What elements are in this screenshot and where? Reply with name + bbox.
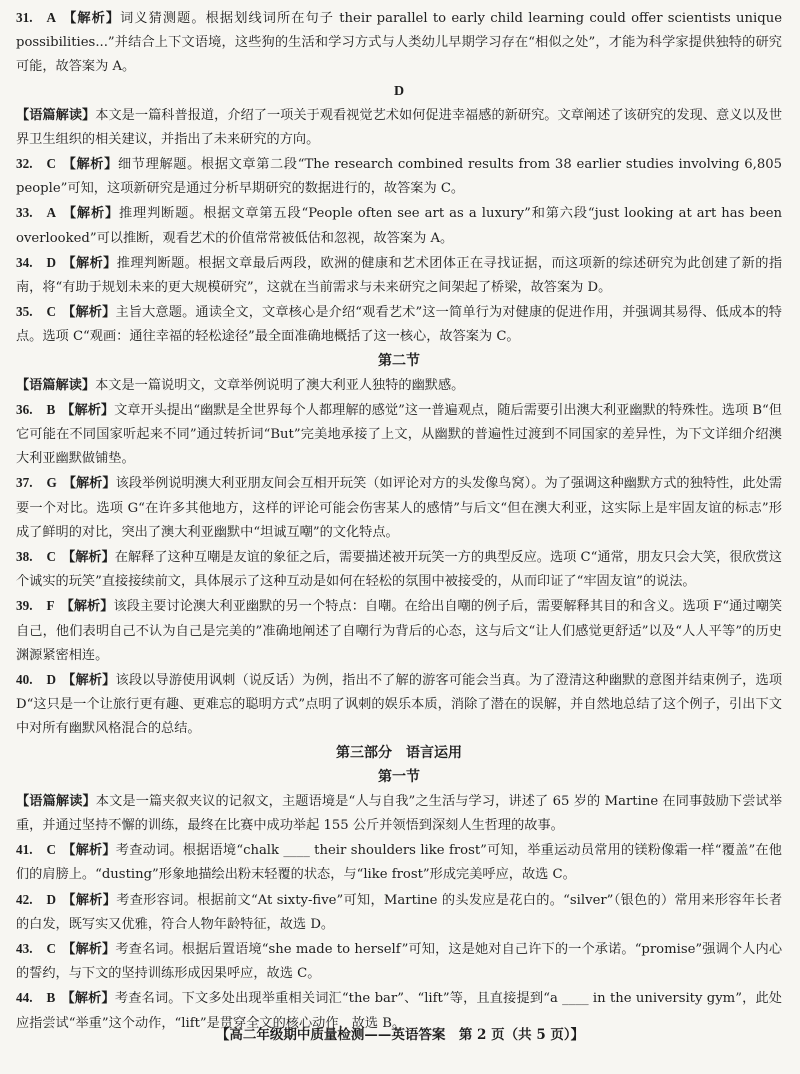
answer-letter: C bbox=[46, 156, 57, 172]
section-heading-part3-1: 第一节 bbox=[378, 769, 420, 785]
entries-group-d bbox=[16, 838, 782, 1036]
analysis-tag: 【解析】 bbox=[62, 206, 120, 222]
answer-entry-43 bbox=[16, 937, 782, 986]
analysis-tag: 【解析】 bbox=[62, 157, 118, 173]
intro-text: 本文是一篇说明文，文章举例说明了澳大利亚人独特的幽默感。 bbox=[95, 377, 465, 393]
analysis-tag: 【解析】 bbox=[62, 305, 116, 321]
question-number: 40. bbox=[16, 672, 33, 688]
answer-letter: C bbox=[46, 842, 57, 858]
question-number: 43. bbox=[16, 940, 33, 956]
analysis-text: 考查名词。下文多处出现举重相关词汇“the bar”、“lift”等，且直接提到“a ____ in the university gym”，此处应指尝试“举重”这个动作，“lift”是贯穿全文的核心动作，故选 B。 bbox=[16, 991, 782, 1031]
answer-entry-34 bbox=[16, 251, 782, 300]
analysis-text: 该段以导游使用讽刺（说反话）为例，指出不了解的游客可能会当真。为了澄清这种幽默的意图并结束例子，选项 D“这只是一个让旅行更有趣、更难忘的聪明方式”点明了讽刺的娱乐本质，消除了潜在的误解，并自然地总结了这个例子，引出下文中对所有幽默风格混合的总结。 bbox=[16, 673, 783, 737]
analysis-text: 推理判断题。根据文章最后两段，欧洲的健康和艺术团体正在寻找证据，而这项新的综述研究为此创建了新的指南，将“有助于规划未来的更大规模研究”，这就在当前需求与未来研究之间架起了桥梁，故答案为 D。 bbox=[16, 255, 783, 296]
analysis-tag: 【解析】 bbox=[60, 599, 114, 615]
answer-letter: F bbox=[46, 598, 55, 614]
answer-entry-33 bbox=[16, 201, 782, 250]
analysis-text: 该段主要讨论澳大利亚幽默的另一个特点：自嘲。在给出自嘲的例子后，需要解释其目的和含义。选项 F“通过嘲笑自己，他们表明自己不认为自己是完美的”准确地阐述了自嘲行为背后的心态，这与后文“让人们感觉更舒适”以及“人人平等”的历史渊源紧密相连。 bbox=[16, 599, 782, 663]
intro-text: 本文是一篇科普报道，介绍了一项关于观看视觉艺术如何促进幸福感的新研究。文章阐述了该研究的发现、意义以及世界卫生组织的相关建议，并指出了未来研究的方向。 bbox=[16, 107, 783, 147]
question-number: 38. bbox=[16, 549, 33, 565]
answer-entry-38 bbox=[16, 545, 782, 594]
answer-letter: B bbox=[46, 401, 56, 417]
intro-tag: 【语篇解读】 bbox=[16, 377, 96, 393]
answer-letter: G bbox=[46, 475, 57, 491]
analysis-tag: 【解析】 bbox=[61, 991, 115, 1007]
question-number: 41. bbox=[16, 842, 33, 858]
question-number: 37. bbox=[16, 475, 33, 491]
answer-entry-32 bbox=[16, 152, 782, 201]
intro-tag: 【语篇解读】 bbox=[16, 107, 96, 123]
analysis-tag: 【解析】 bbox=[62, 843, 116, 859]
section-heading-part2: 第二节 bbox=[378, 353, 420, 369]
answer-letter: C bbox=[46, 304, 57, 320]
answer-letter: D bbox=[46, 254, 57, 270]
answer-entry-36 bbox=[16, 398, 782, 472]
answer-entry-39 bbox=[16, 594, 782, 668]
answer-entry-31 bbox=[16, 6, 782, 80]
analysis-tag: 【解析】 bbox=[61, 402, 115, 418]
entries-group-b bbox=[16, 152, 782, 350]
intro-text: 本文是一篇夹叙夹议的记叙文，主题语境是“人与自我”之生活与学习，讲述了 65 岁的 Martine 在同事鼓励下尝试举重，并通过坚持不懈的训练，最终在比赛中成功举起 155 公斤并领悟到深刻人生哲理的故事。 bbox=[16, 793, 783, 833]
answer-letter: A bbox=[46, 205, 57, 221]
answer-letter: D bbox=[46, 891, 57, 907]
analysis-text: 考查形容词。根据前文“At sixty-five”可知，Martine 的头发应是花白的。“silver”（银色的）常用来形容年长者的白发，既写实又优雅，符合人物年龄特征，故选 D。 bbox=[16, 892, 783, 932]
section-heading-d: D bbox=[393, 83, 405, 99]
analysis-tag: 【解析】 bbox=[62, 255, 117, 271]
answer-letter: C bbox=[46, 549, 57, 565]
question-number: 33. bbox=[16, 205, 33, 221]
question-number: 35. bbox=[16, 304, 33, 320]
analysis-tag: 【解析】 bbox=[62, 550, 115, 566]
question-number: 36. bbox=[16, 401, 33, 417]
analysis-text: 在解释了这种互嘲是友谊的象征之后，需要描述被开玩笑一方的典型反应。选项 C“通常，朋友只会大笑，很欣赏这个诚实的玩笑”直接接续前文，具体展示了这种互动是如何在轻松的氛围中被接受的，从而印证了“牢固友谊”的说法。 bbox=[16, 550, 783, 590]
passage-intro-d bbox=[16, 104, 782, 152]
answer-entry-37 bbox=[16, 471, 782, 545]
analysis-text: 细节理解题。根据文章第二段“The research combined results from 38 earlier studies involving 6,805 people”可知，这项新研究是通过分析早期研究的数据进行的，故答案为 C。 bbox=[16, 157, 783, 197]
question-number: 39. bbox=[16, 598, 33, 614]
answer-entry-35 bbox=[16, 300, 782, 349]
answer-letter: B bbox=[46, 990, 56, 1006]
answer-letter: A bbox=[46, 10, 57, 25]
question-number: 42. bbox=[16, 891, 33, 907]
analysis-text: 文章开头提出“幽默是全世界每个人都理解的感觉”这一普遍观点，随后需要引出澳大利亚幽默的特殊性。选项 B“但它可能在不同国家听起来不同”通过转折词“But”完美地承接了上文，从幽默的普遍性过渡到不同国家的差异性，为下文详细介绍澳大利亚幽默做铺垫。 bbox=[16, 402, 782, 467]
entries-group-c bbox=[16, 398, 782, 742]
analysis-tag: 【解析】 bbox=[62, 673, 116, 689]
analysis-tag: 【解析】 bbox=[62, 892, 117, 908]
entries-group-a bbox=[16, 6, 782, 80]
answer-entry-41 bbox=[16, 838, 782, 887]
answer-entry-40 bbox=[16, 668, 782, 742]
question-number: 32. bbox=[16, 156, 33, 172]
analysis-tag: 【解析】 bbox=[62, 476, 116, 492]
analysis-tag: 【解析】 bbox=[62, 11, 121, 26]
analysis-text: 推理判断题。根据文章第五段“People often see art as a luxury”和第六段“just looking at art has been overlooked”可以推断，观看艺术的价值常常被低估和忽视，故答案为 A。 bbox=[16, 206, 783, 246]
answer-letter: D bbox=[46, 672, 57, 688]
page-footer: 【高二年级期中质量检测——英语答案 第 2 页（共 5 页）】 bbox=[215, 1027, 585, 1043]
question-number: 34. bbox=[16, 254, 33, 270]
analysis-text: 该段举例说明澳大利亚朋友间会互相开玩笑（如评论对方的头发像鸟窝）。为了强调这种幽默方式的独特性，此处需要一个对比。选项 G“在许多其他地方，这样的评论可能会伤害某人的感情”与后文“但在澳大利亚，这实际上是牢固友谊的标志”形成了鲜明的对比，突出了澳大利亚幽默中“坦诚互嘲”的文化特点。 bbox=[16, 476, 783, 540]
analysis-text: 考查名词。根据后置语境“she made to herself”可知，这是她对自己许下的一个承诺。“promise”强调个人内心的誓约，与下文的坚持训练形成因果呼应，故选 C。 bbox=[16, 941, 783, 982]
analysis-text: 词义猜测题。根据划线词所在句子 their parallel to early child learning could offer scientists unique possibilities...”并结合上下文语境，这些狗的生活和学习方式与人类幼儿早期学习存在“相似之处”，才能为科学家提供独特的研究可能，故答案为 A。 bbox=[16, 11, 783, 75]
analysis-text: 主旨大意题。通读全文，文章核心是介绍“观看艺术”这一简单行为对健康的促进作用，并强调其易得、低成本的特点。选项 C“观画：通往幸福的轻松途径”最全面准确地概括了这一核心，故答案为 C。 bbox=[16, 305, 782, 345]
passage-intro-part3 bbox=[16, 790, 782, 838]
intro-tag: 【语篇解读】 bbox=[16, 793, 96, 809]
analysis-text: 考查动词。根据语境“chalk ____ their shoulders like frost”可知，举重运动员常用的镁粉像霜一样“覆盖”在他们的肩膀上。“dusting”形象地描绘出粉末轻覆的状态，与“like frost”形成完美呼应，故选 C。 bbox=[16, 843, 782, 883]
answer-entry-42 bbox=[16, 888, 782, 937]
answer-letter: C bbox=[46, 940, 57, 956]
analysis-tag: 【解析】 bbox=[62, 941, 116, 957]
passage-intro-part2 bbox=[16, 374, 782, 398]
question-number: 44. bbox=[16, 990, 33, 1006]
section-heading-part3: 第三部分 语言运用 bbox=[336, 745, 462, 761]
question-number: 31. bbox=[16, 10, 33, 25]
